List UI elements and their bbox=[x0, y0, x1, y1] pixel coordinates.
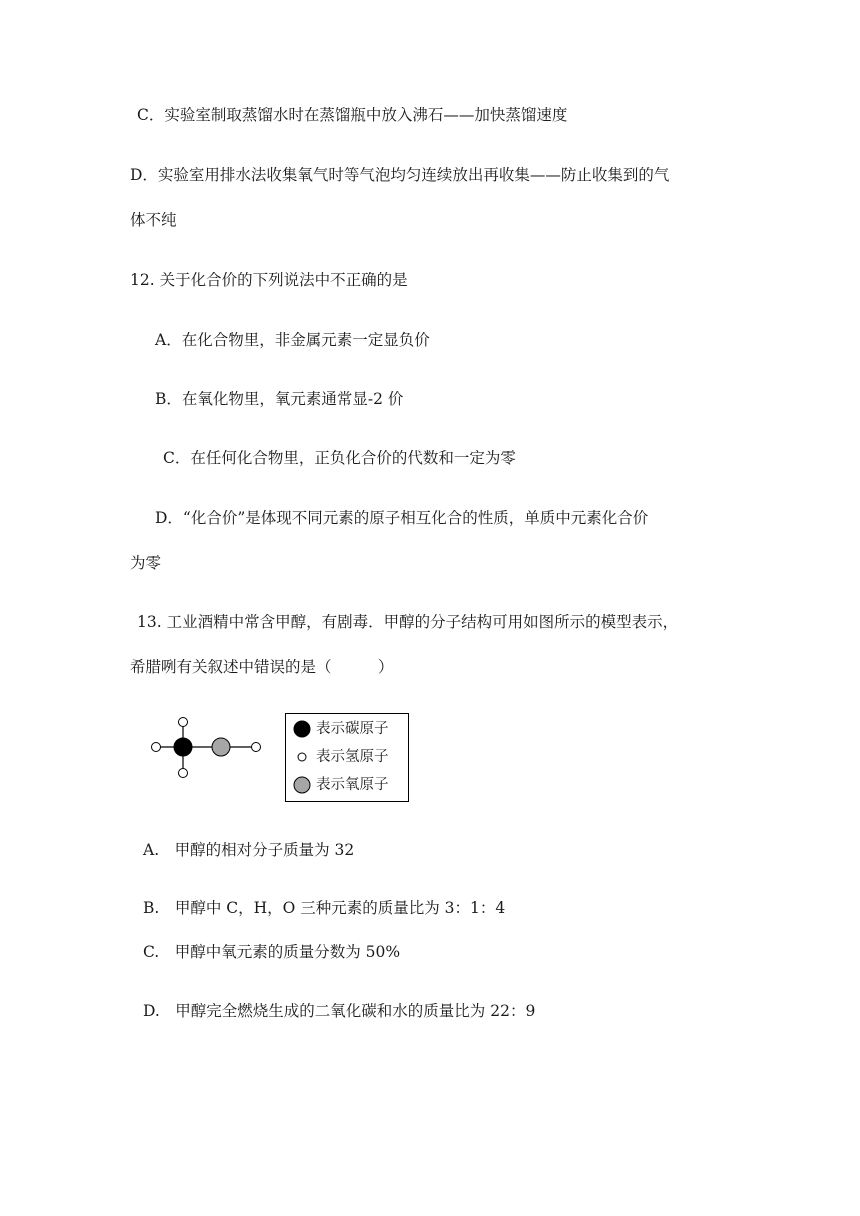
q11-option-c: C．实验室制取蒸馏水时在蒸馏瓶中放入沸石——加快蒸馏速度 bbox=[137, 106, 568, 124]
carbon-legend-icon bbox=[292, 718, 312, 740]
hydrogen-legend-icon bbox=[292, 746, 312, 768]
q12-option-d-line2: 为零 bbox=[130, 554, 162, 572]
oxygen-atom bbox=[212, 738, 230, 756]
methanol-molecule-diagram bbox=[145, 705, 270, 785]
q12-option-b: B．在氧化物里，氧元素通常显-2 价 bbox=[155, 390, 404, 408]
q12-option-c: C．在任何化合物里，正负化合价的代数和一定为零 bbox=[163, 449, 516, 467]
q11-option-d-line1: D．实验室用排水法收集氧气时等气泡均匀连续放出再收集——防止收集到的气 bbox=[130, 166, 670, 184]
legend-label-hydrogen: 表示氢原子 bbox=[316, 749, 389, 765]
q13-option-b: B. 甲醇中 C，H，O 三种元素的质量比为 3：1：4 bbox=[143, 899, 506, 917]
hydrogen-atom-left bbox=[152, 743, 161, 752]
legend-row-oxygen bbox=[292, 774, 389, 796]
hydrogen-atom-top bbox=[179, 718, 188, 727]
q12-stem: 12. 关于化合价的下列说法中不正确的是 bbox=[130, 271, 408, 289]
q13-option-a: A. 甲醇的相对分子质量为 32 bbox=[143, 841, 355, 859]
q13-stem-line1: 13. 工业酒精中常含甲醇，有剧毒．甲醇的分子结构可用如图所示的模型表示， bbox=[137, 613, 679, 631]
oxygen-legend-icon bbox=[292, 774, 312, 796]
hydrogen-atom-right bbox=[252, 743, 261, 752]
atom-legend bbox=[285, 713, 409, 802]
q13-stem-line2: 希腊咧有关叙述中错误的是（ ） bbox=[130, 658, 394, 676]
carbon-atom bbox=[174, 738, 192, 756]
q11-option-d-line2: 体不纯 bbox=[130, 211, 177, 229]
q13-option-c: C. 甲醇中氧元素的质量分数为 50% bbox=[143, 943, 401, 961]
hydrogen-atom-bottom bbox=[179, 769, 188, 778]
legend-label-oxygen: 表示氧原子 bbox=[316, 777, 389, 793]
q12-option-a: A．在化合物里，非金属元素一定显负价 bbox=[155, 331, 430, 349]
q13-option-d: D. 甲醇完全燃烧生成的二氧化碳和水的质量比为 22：9 bbox=[143, 1002, 536, 1020]
legend-label-carbon: 表示碳原子 bbox=[316, 721, 389, 737]
legend-row-hydrogen bbox=[292, 746, 389, 768]
q12-option-d-line1: D．“化合价”是体现不同元素的原子相互化合的性质，单质中元素化合价 bbox=[155, 509, 649, 527]
legend-row-carbon bbox=[292, 718, 389, 740]
